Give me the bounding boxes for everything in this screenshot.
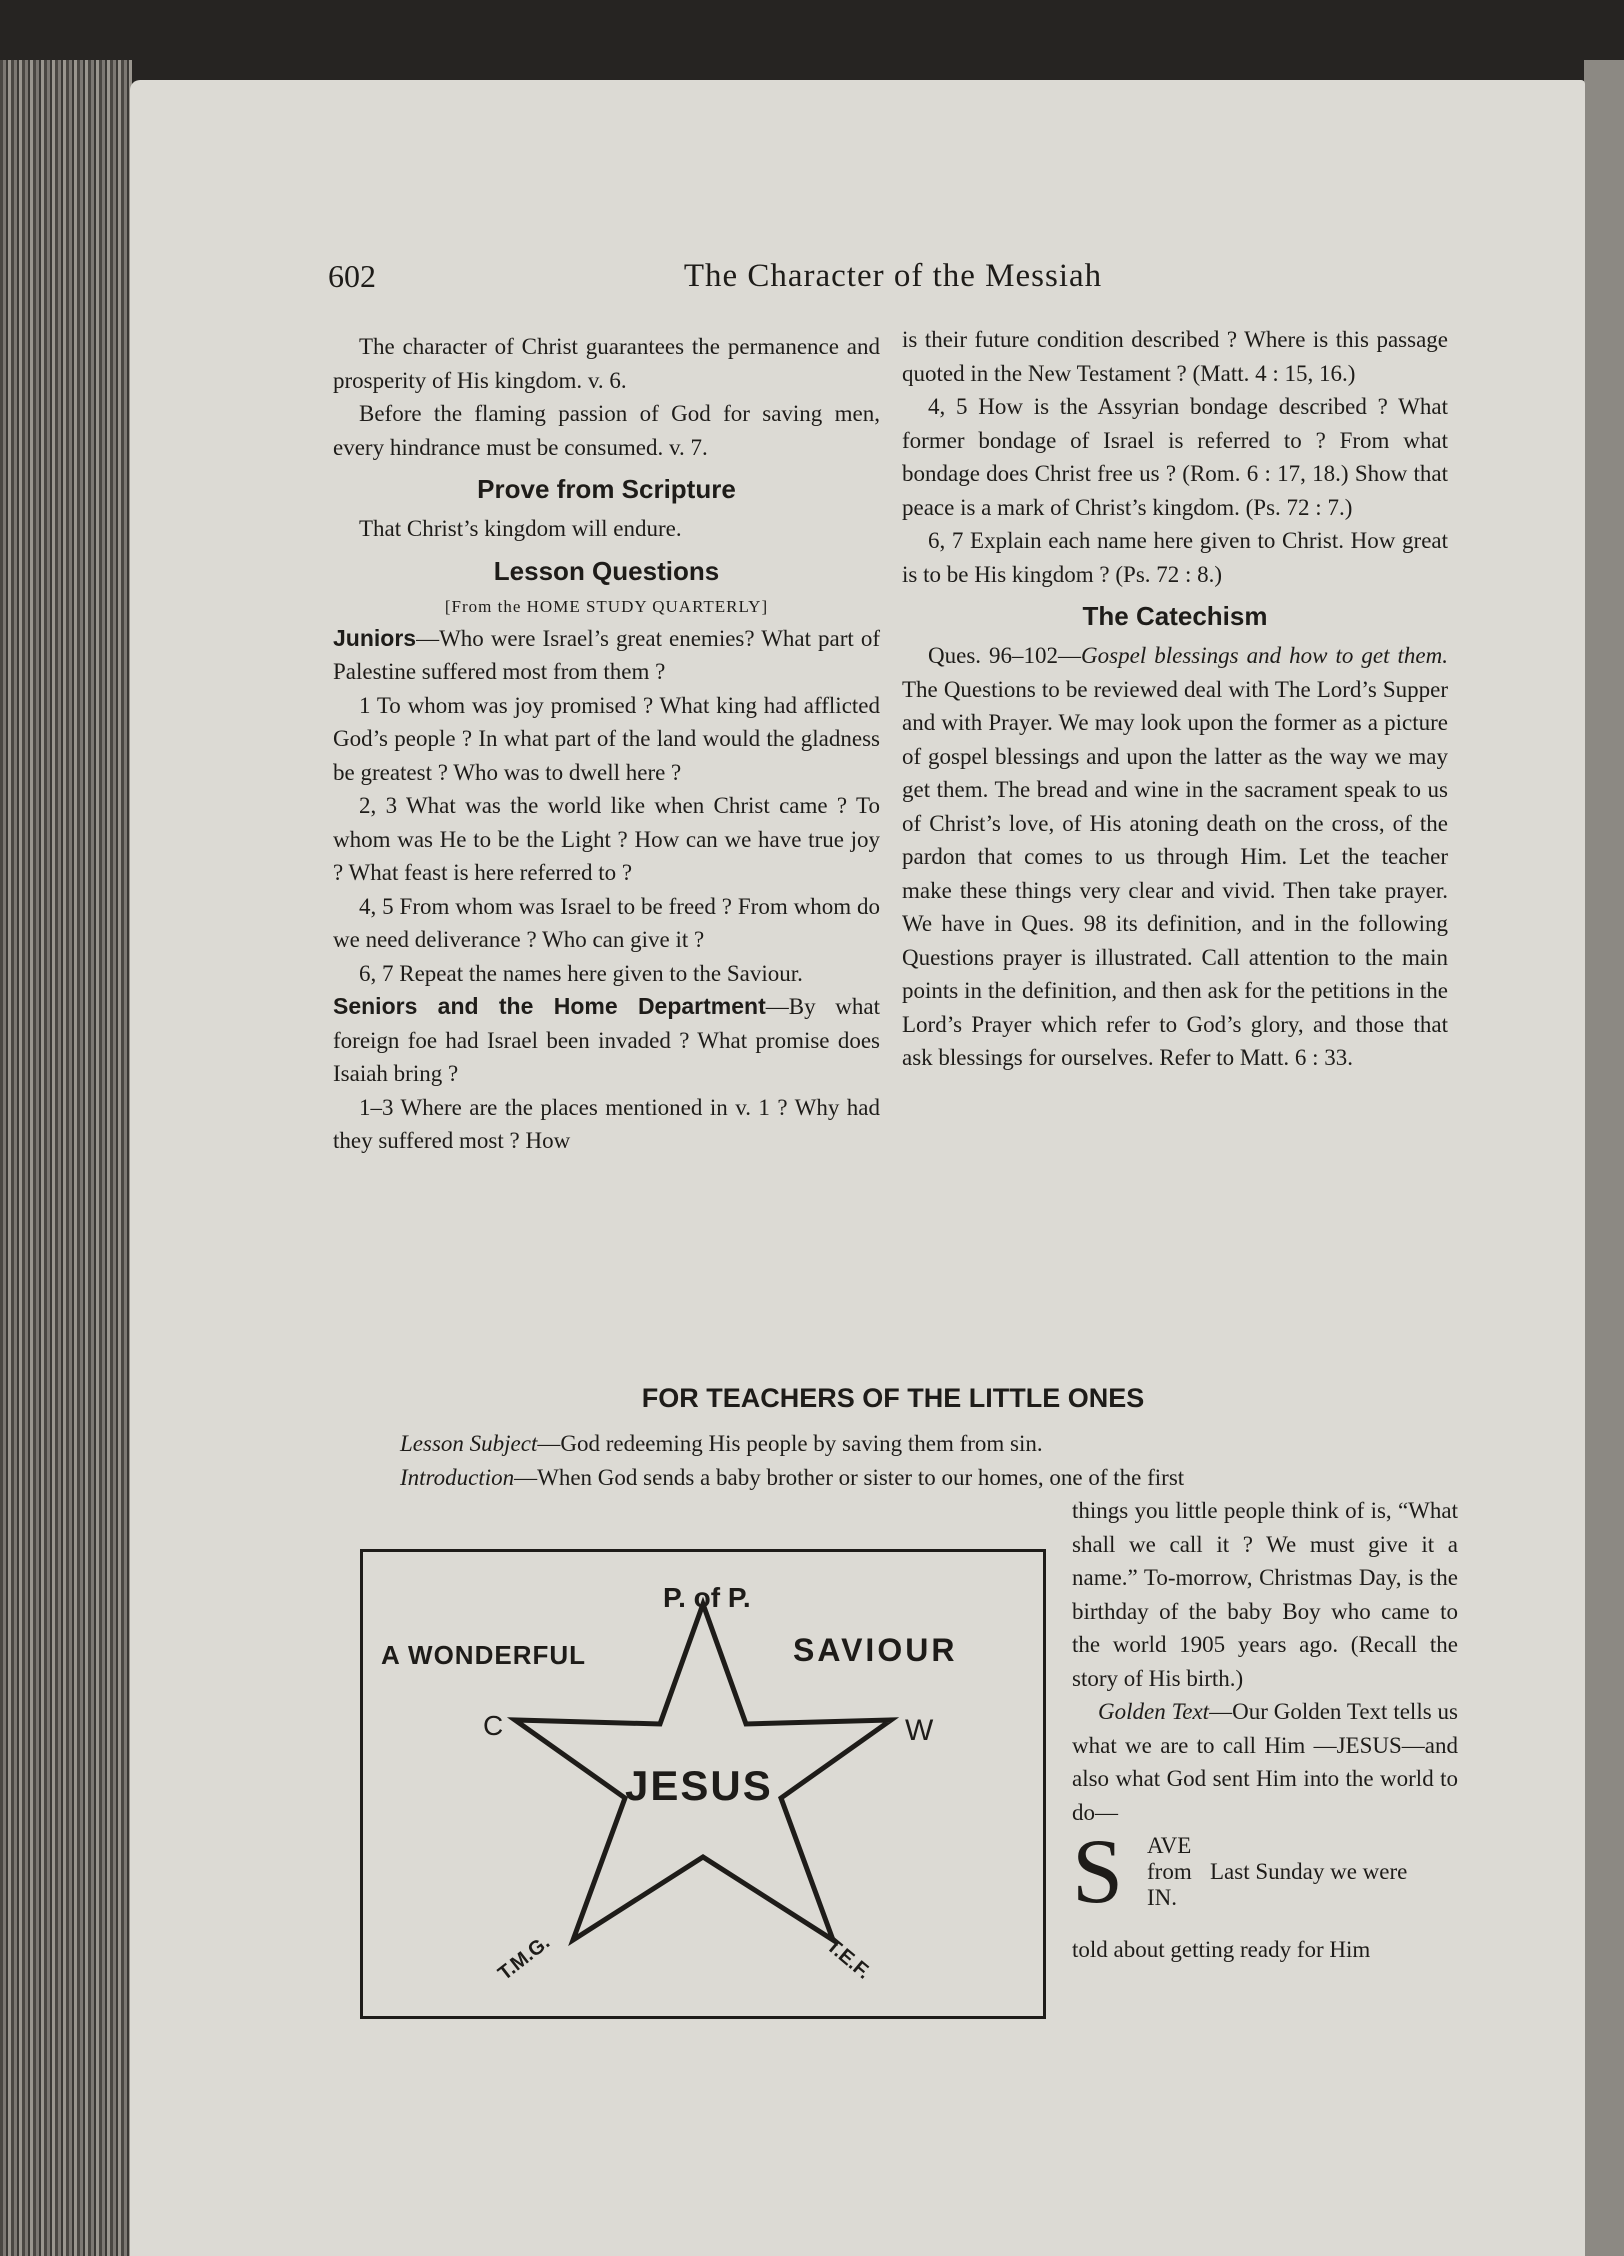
prove-heading: Prove from Scripture: [477, 474, 736, 504]
page-header: [328, 258, 1458, 308]
juniors-text: —Who were Israel’s great enemies? What part of Palestine suffered most from them ?: [333, 625, 880, 684]
intro-label: Introduction: [400, 1464, 515, 1490]
question: 1–3 Where are the places mentioned in v. 1 ? Why had they suffered most ? How: [333, 1094, 880, 1153]
drop-cap-s: S: [1072, 1820, 1124, 1922]
little-ones-intro: [400, 1427, 1458, 1494]
running-head: The Character of the Messiah: [683, 258, 1103, 294]
golden-label: Golden Text: [1098, 1699, 1210, 1724]
paragraph: is their future condition described ? Where is this passage quoted in the New Testament ? (Matt. 4 : 15, 16.): [902, 327, 1448, 386]
seniors-text: —By what foreign foe had Israel been invaded ? What promise does Isaiah bring ?: [333, 994, 880, 1086]
question: 1 To whom was joy promised ? What king had afflicted God’s people ? In what part of the land would the gladness be greatest ? Who was to dwell here ?: [333, 692, 880, 785]
seniors-label: Seniors and the Home Department: [333, 993, 766, 1019]
right-column: [902, 323, 1448, 1075]
diagram-w-label: W: [905, 1714, 934, 1747]
lesson-source: [From the HOME STUDY QUARTERLY]: [444, 596, 769, 616]
juniors-label: Juniors: [333, 624, 417, 651]
diagram-wonderful-label: A WONDERFUL: [381, 1640, 587, 1670]
diagram-jesus-label: JESUS: [625, 1762, 773, 1809]
from-word: from: [1147, 1859, 1192, 1884]
left-column: [333, 330, 880, 1158]
diagram-saviour-label: SAVIOUR: [793, 1632, 958, 1668]
paragraph: The character of Christ guarantees the permanence and prosperity of His kingdom. v. 6.: [333, 334, 880, 393]
star-diagram: [360, 1549, 1046, 2019]
diagram-tef-label: T.E.F.: [822, 1934, 875, 1984]
page-number: 602: [328, 258, 376, 294]
lesson-subject-line: [400, 1427, 1458, 1461]
lesson-heading: Lesson Questions: [493, 555, 720, 586]
book-right-edge: [1584, 60, 1624, 2256]
diagram-tmg-label: T.M.G.: [494, 1931, 555, 1985]
question: 4, 5 How is the Assyrian bondage described ? What former bondage of Israel is referred to ? From what bondage does Christ free us ? (Rom. 6 : 17, 18.) Show that peace is a mark of Christ’s kingdom. (Ps. 72 : 7.): [902, 394, 1448, 520]
save-word: AVE: [1147, 1833, 1192, 1858]
catechism-italic: Gospel blessings and how to get them.: [1081, 643, 1448, 668]
question: 4, 5 From whom was Israel to be freed ? From whom do we need deliverance ? Who can give it ?: [333, 893, 880, 952]
continuation-line: told about getting ready for Him: [1072, 1937, 1371, 1962]
question: 6, 7 Repeat the names here given to the Saviour.: [359, 960, 803, 986]
prove-text: That Christ’s kingdom will endure.: [359, 516, 682, 541]
paragraph: Before the flaming passion of God for saving men, every hindrance must be consumed. v. 7.: [333, 401, 880, 460]
catechism-paragraph: [902, 639, 1448, 1075]
catechism-text: The Questions to be reviewed deal with The Lord’s Supper and with Prayer. We may look upon the former as a picture of gospel blessings and upon the latter as the way we may get them. The bread and wine in the sacrament speak to us of Christ’s love, of His atoning death on the cross, of the pardon that comes to us through Him. Let the teacher make these things very clear and vivid. Then take prayer. We have in Ques. 98 its definition, and in the following Questions prayer is illustrated. Call attention to the main points in the definition, and then ask for the petitions in the Lord’s Prayer which refer to God’s glory, and those that ask blessings for ourselves. Refer to Matt. 6 : 33.: [902, 676, 1448, 1070]
last-sunday-text: Last Sunday we were: [1210, 1859, 1408, 1884]
seniors-paragraph: [333, 990, 880, 1091]
little-ones-title: FOR TEACHERS OF THE LITTLE ONES: [641, 1383, 1145, 1413]
subject-label: Lesson Subject: [400, 1431, 538, 1456]
catechism-intro: Ques. 96–102—: [928, 643, 1082, 668]
golden-text: —Our Golden Text tells us what we are to call Him —JESUS—and also what God sent Him into the world to do—: [1072, 1699, 1458, 1825]
diagram-c-label: C: [483, 1710, 504, 1741]
question: 6, 7 Explain each name here given to Christ. How great is to be His kingdom ? (Ps. 72 : 8.): [902, 528, 1448, 587]
little-ones-column: [1072, 1494, 1458, 1967]
introduction-line: [400, 1461, 1458, 1495]
save-from-sin-block: [1072, 1820, 1458, 1933]
juniors-paragraph: [333, 622, 880, 689]
golden-text-paragraph: [1072, 1695, 1458, 1829]
diagram-pp-label: P. of P.: [663, 1582, 751, 1613]
intro-text: —When God sends a baby brother or sister to our homes, one of the first: [514, 1464, 1185, 1490]
book-page-edges: [0, 60, 132, 2256]
catechism-heading: The Catechism: [1082, 601, 1268, 631]
intro-continued: things you little people think of is, “What shall we call it ? We must give it a name.” To-morrow, Christmas Day, is the birthday of the baby Boy who came to the world 1905 years ago. (Recall the story of His birth.): [1072, 1498, 1458, 1691]
sin-word: IN.: [1147, 1885, 1178, 1910]
question: 2, 3 What was the world like when Christ came ? To whom was He to be the Light ? How can we have true joy ? What feast is here referred to ?: [333, 793, 880, 885]
subject-text: —God redeeming His people by saving them from sin.: [537, 1431, 1043, 1456]
